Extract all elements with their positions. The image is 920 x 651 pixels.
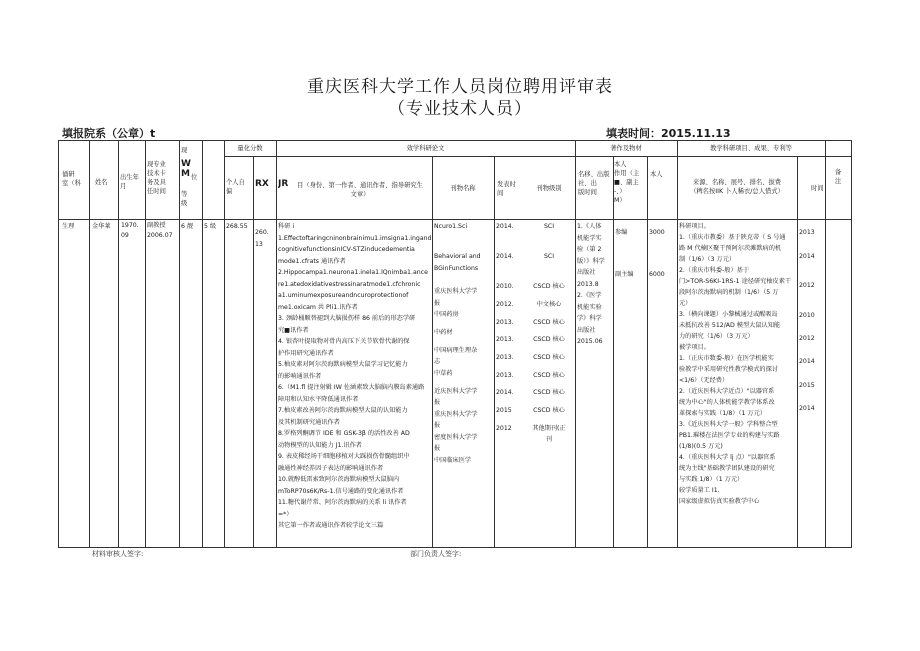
paper-line: 2.Hippocampa1.neurona1.inela1.lQnimba1.ance xyxy=(278,269,428,276)
level-line: SCI xyxy=(543,253,555,261)
col-line xyxy=(253,156,254,548)
book-role-line: 副主编 xyxy=(615,271,634,279)
date-line: 2013. xyxy=(496,353,514,361)
date-line: 2014. xyxy=(496,253,514,261)
project-time-line: 2013 xyxy=(799,229,815,237)
book-words-line: 3000 xyxy=(649,229,665,236)
paper-line: 11.糖代谢芹常、阿尔茨海默病的关系 li 讯作者 xyxy=(278,499,407,506)
book-line: 1.《人体 xyxy=(577,223,602,230)
levels-column xyxy=(523,221,575,452)
header-research-group: 效学科研论文 xyxy=(406,145,445,152)
form-subtitle: （专业技术人员） xyxy=(388,99,532,119)
project-line: (1/8)(0.5 万元) xyxy=(679,443,723,450)
project-time-line: 2012 xyxy=(799,282,815,290)
date-line: 2015 xyxy=(496,406,512,414)
level-line xyxy=(523,446,575,452)
paper-line: a1.uminumexposureandncuroprotectionof xyxy=(278,292,409,299)
book-line: 版）》科学 xyxy=(577,257,605,265)
row-level-1: 6 靓 xyxy=(181,223,194,230)
date-line: 2012 xyxy=(496,424,512,432)
header-book-name: 名移、出版 社、出 版时间 xyxy=(578,171,610,196)
book-line: 机能学实 xyxy=(577,234,602,242)
project-line: 未抵抗改善 512/AD 模型大鼠认知能 xyxy=(679,322,781,329)
project-line: 革探索与实践（1/8）（1 万元） xyxy=(679,410,767,417)
paper-line: 7.柚皮素改善阿尔茨海默病模型大鼠的认知能力 xyxy=(278,407,408,414)
header-journal: 刊物名称 xyxy=(450,185,476,192)
project-time-line: 2012 xyxy=(799,335,815,343)
col-line xyxy=(145,140,146,548)
project-line: 门>TOR-S6KI-1RS-1 途径研究柚皮素干 xyxy=(679,278,792,285)
journal-line: 中草药 xyxy=(434,369,453,377)
level-line: SCI xyxy=(543,223,555,230)
paper-line: mode1.cfrats 通讯作者 xyxy=(278,257,346,265)
col-line xyxy=(179,140,180,548)
book-line: 机能实验 xyxy=(577,303,602,311)
project-time-line: 2010 xyxy=(799,311,815,319)
level-line: CSCD 核心 xyxy=(533,353,565,361)
project-time-line: 2014 xyxy=(799,252,815,260)
project-line: 制（1/6）（3 万元） xyxy=(679,256,736,263)
date-line: 2013. xyxy=(496,336,514,344)
header-current-post: 现专业 技术卡 务及具 任时间 xyxy=(147,161,166,195)
project-time-line: 2014 xyxy=(799,358,815,366)
journal-line: 重庆医科大学学 xyxy=(434,288,478,296)
project-line: 力的研究（1/6）（3 万元） xyxy=(679,333,754,340)
paper-line: 的影响通讯作者 xyxy=(278,372,322,380)
header-wm-3: 位 xyxy=(191,174,198,181)
project-line: 3.（横向课题）小黎械通过或醒吸岛 xyxy=(679,311,778,318)
col-line xyxy=(224,140,225,548)
roles-column xyxy=(615,227,647,281)
col-line xyxy=(647,156,648,548)
level-line: 中文核心 xyxy=(536,300,562,308)
paper-line: 1.Effectoftaringcninonbrainimu1.imsigna1.ingand xyxy=(278,234,432,242)
header-quant-group: 量化分数 xyxy=(237,145,263,152)
date-line: 2012. xyxy=(496,300,514,308)
books-column xyxy=(577,221,613,348)
papers-column xyxy=(278,221,432,532)
header-project-time: 时间 xyxy=(811,185,824,192)
book-line: 2015.06 xyxy=(577,338,603,345)
project-line: 与实践 1/8）（1 万元） xyxy=(679,476,744,483)
dept-head-label: 部门负责人签字: xyxy=(410,550,462,558)
date-line: 2010. xyxy=(496,283,514,291)
journal-line: 中国病理生理杂 xyxy=(434,346,478,354)
col-line xyxy=(89,140,90,548)
book-words-line: 6000 xyxy=(649,271,665,279)
col-line xyxy=(613,156,614,548)
row-dept: 生理 xyxy=(62,223,75,230)
book-role-line: 参编 xyxy=(615,229,628,236)
header-role: 本人 作用（主 ■、副主 -、） M） xyxy=(614,161,640,204)
date-line: 2013. xyxy=(496,318,514,326)
project-times-column xyxy=(799,221,825,420)
project-time-line: 2014 xyxy=(799,405,815,413)
row-name: 金华莱 xyxy=(92,223,111,230)
level-line: CSCD 核心 xyxy=(533,318,565,326)
journal-line: 近庆医科大学学 xyxy=(434,387,478,395)
col-line xyxy=(825,140,826,548)
paper-line: 9. 表皮稀经场干细胞移植对大踩损伤骨髓组织中 xyxy=(278,453,410,460)
row-level-2: 5 级 xyxy=(204,223,217,230)
header-works-group: 著作及物材 xyxy=(610,145,642,152)
project-line: 段阿尔茨海默病的机制（1/6）（5 万 xyxy=(679,289,779,296)
header-wm-4: 等 级 xyxy=(181,191,188,207)
project-time-line: 2015 xyxy=(799,381,815,389)
paper-line: 6.（M1.fl 提注射辑 IW 佐涵素致大脑脑内膜岛素通路 xyxy=(278,384,425,391)
journal-line: 报 xyxy=(434,445,441,452)
paper-line: 8.罗格列酮调节 IDE 和 GSK-3β 的活性改善 AD xyxy=(278,430,410,437)
paper-line: 融通性神经养因子表达的影响通讯作者 xyxy=(278,464,384,472)
book-line: 出版社 xyxy=(577,269,596,276)
col-line xyxy=(118,140,119,548)
col-line xyxy=(494,156,495,548)
paper-line: 究■讯作者 xyxy=(278,326,309,334)
book-line: 2.《医学 xyxy=(577,292,602,299)
row-post: 副教授 2006.07 xyxy=(147,222,173,239)
header-jr: JR xyxy=(278,179,289,189)
project-time-line xyxy=(799,414,825,420)
journal-line: BGinFunctions xyxy=(434,264,479,272)
project-line: 验教学中采用研究性教学模式的探讨 xyxy=(679,366,778,373)
material-reviewer-label: 材料审核人签字: xyxy=(92,550,144,558)
journal-line: Ncuro1.Sci xyxy=(434,223,468,230)
paper-line: mToRP70s6K/Rs-1.信号通路的变化通讯作者 xyxy=(278,487,404,495)
header-personal: 个人自 偏 xyxy=(226,179,245,195)
level-line: 其他期刊(正 xyxy=(532,424,566,432)
header-journal-level: 刊物级别 xyxy=(536,185,562,192)
header-pub-date: 发表时 间 xyxy=(497,181,516,197)
paper-line: 10.就醇低雷索致阿尔茨海默病模型大鼠脑内 xyxy=(278,476,400,483)
project-line: 被学项目。 xyxy=(679,344,710,351)
row-birth: 1970. 09 xyxy=(121,222,139,239)
date-label: 填表时间：2015.11.13 xyxy=(606,127,731,140)
header-birth: 出生年 月 xyxy=(120,174,139,190)
level-line: CSCD 核心 xyxy=(533,283,565,291)
journal-line: 报 xyxy=(434,422,441,429)
level-line: CSCD 核心 xyxy=(533,389,565,397)
project-line: 元） xyxy=(679,300,692,307)
header-wm-2: W M xyxy=(181,159,191,179)
journal-line: 志 xyxy=(434,358,441,366)
paper-line: 及其机制研究通讯作者 xyxy=(278,418,340,426)
col-line xyxy=(677,140,678,548)
journal-line: Behavioral and xyxy=(434,253,481,261)
paper-line: 4. 银杏叶提取物对骨内高压下关节软骨代谢的保 xyxy=(278,338,410,345)
project-line: 路 M 代楠区聚干预阿尔茨滩默病的机 xyxy=(679,245,782,252)
paper-line: 5.柚皮素对阿尔茨海默病模型大鼠学习记忆能力 xyxy=(278,361,408,368)
paper-line: 其它第一作者或通讯作者较学论文三篇 xyxy=(278,522,384,529)
header-project: 来源、名称、展号、排名、拔费 （稗名按IIK 卜人稀衣/总人惜式） xyxy=(690,179,784,195)
journal-line: 中国临床医学 xyxy=(434,456,472,464)
paper-line: 动物模型的认知能力 J1.讯作者 xyxy=(278,441,362,449)
book-line: 验（第 2 xyxy=(577,246,602,253)
form-title: 重庆医科大学工作人员岗位聘用评审表 xyxy=(307,77,613,97)
level-line: CSCD 核心 xyxy=(533,371,565,379)
header-group-line xyxy=(224,156,852,157)
date-line: 2014. xyxy=(496,223,514,230)
project-line: 2.（重庆市科委-般）基于 xyxy=(679,267,750,274)
project-line: 2.（近庆医科大学近点）"以器官系 xyxy=(679,388,775,395)
project-line: 统为主线"基础教学团队建设的研究 xyxy=(679,465,775,472)
level-line: CSCD 核心 xyxy=(533,406,565,414)
row-score: 268.55 xyxy=(226,223,248,230)
project-line: 科研项目。 xyxy=(679,223,710,230)
project-line: 4.（重庆医科大学 lj 点）"以器官系 xyxy=(679,454,776,461)
paper-line: =*） xyxy=(278,510,293,518)
date-line xyxy=(496,440,522,446)
level-line: 刊 xyxy=(545,436,553,444)
project-line: 较学质量工 I1. xyxy=(679,487,720,494)
header-words: 本人 xyxy=(650,171,663,178)
paper-line: re1.atedoxidativestressinaratmode1.cfchronic xyxy=(278,280,421,288)
paper-line: cognitivefunctionsinICV-STZinducedementia xyxy=(278,246,415,253)
journals-column xyxy=(434,221,494,478)
col-line xyxy=(797,156,798,548)
journal-line: 中国药房 xyxy=(434,311,459,319)
col-line xyxy=(432,156,433,548)
level-line: CSCD 核心 xyxy=(533,336,565,344)
date-line: 2013. xyxy=(496,371,514,379)
row-rx: 260. 13 xyxy=(255,229,269,248)
header-teaching-group: 教学科研项目、成果、专利等 xyxy=(710,145,792,152)
journal-line: 报 xyxy=(434,399,441,406)
header-bottom-line xyxy=(58,219,852,220)
paper-line: me1.oxicam 共 Pli1.讯作者 xyxy=(278,303,358,311)
header-rx: RX xyxy=(255,179,269,189)
col-line xyxy=(575,140,576,548)
journal-line: 重庆医科大学学 xyxy=(434,410,478,418)
header-wm-1: 现 xyxy=(181,147,188,154)
journal-line: 报 xyxy=(434,299,441,307)
date-line: 2014. xyxy=(496,389,514,397)
journal-line xyxy=(434,472,494,478)
project-line: <1/6）（无经费） xyxy=(679,377,729,384)
project-line: 1.（正庆市数委-般）在医学机能实 xyxy=(679,355,774,362)
header-name: 姓名 xyxy=(95,179,108,186)
dates-column xyxy=(496,221,522,447)
paper-line: 护作用研究通讯作者 xyxy=(278,349,334,357)
book-line: 学》科学 xyxy=(577,315,602,322)
unit-label: 填报院系（公章）t xyxy=(62,127,156,140)
header-note: 备 注 xyxy=(835,169,842,185)
col-line xyxy=(276,140,277,548)
header-paper-title: 目（身份、第一作者、通讯作者、指导研究生 文章） xyxy=(297,182,423,198)
project-line: 国家级虚拟仿真实验教学中心 xyxy=(679,498,760,505)
book-line: 2013.8 xyxy=(577,280,599,288)
paper-line: 3. 颈龄桶顺替褪到大脑损伤样 86 前后的形态学研 xyxy=(278,315,416,322)
journal-line: 密度医科大学学 xyxy=(434,433,478,441)
project-line: 1.（重庆市教委）基于陕克蒂（ S 号通 xyxy=(679,234,786,241)
book-line: 出版社 xyxy=(577,326,596,334)
header-dept: 俑研 室（科 xyxy=(62,171,81,187)
col-line xyxy=(202,140,203,548)
words-column xyxy=(649,227,677,281)
projects-column xyxy=(679,221,797,507)
journal-line: 中药材 xyxy=(434,329,453,337)
project-line: 3.《近庆医科大学一般》学科整合型 xyxy=(679,421,778,428)
project-line: 统为中心"的人体机能学教学体系改 xyxy=(679,399,775,406)
project-line: PB1.璀楼在法医学专业的构建与实路 xyxy=(679,432,780,439)
paper-line: 障用和认知水平降低通讯作者 xyxy=(278,395,359,403)
paper-line: 科研 i xyxy=(278,223,295,230)
